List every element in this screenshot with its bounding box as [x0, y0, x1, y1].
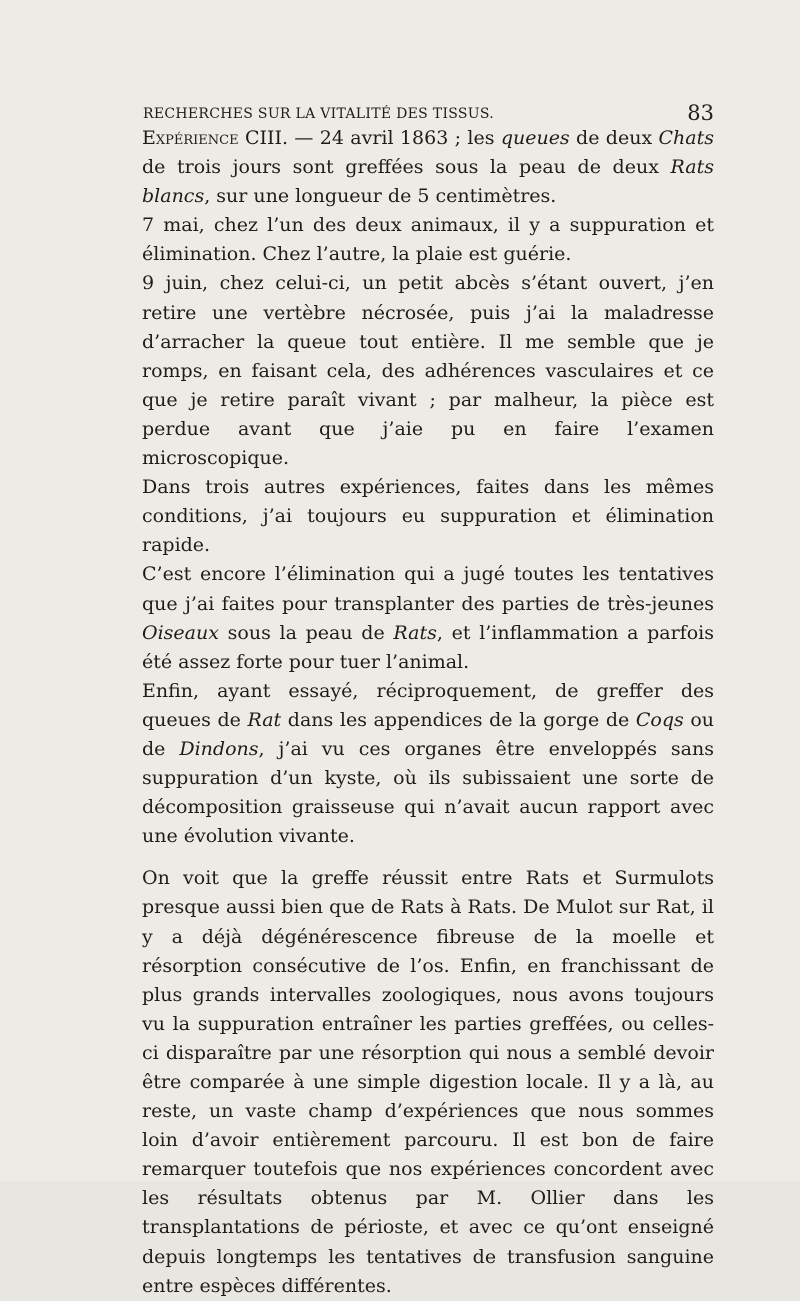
paragraph-7-mai: 7 mai, chez l’un des deux animaux, il y a suppuration et élimination. Chez l’autre, la plaie est guérie.	[142, 214, 714, 266]
body-text	[142, 124, 714, 1301]
paragraph-trois-experiences: Dans trois autres expériences, faites dans les mêmes conditions, j’ai toujours eu suppuration et élimination rapide.	[142, 476, 714, 557]
experience-label: Expérience	[142, 127, 239, 149]
paragraph-9-juin: 9 juin, chez celui-ci, un petit abcès s’étant ouvert, j’en retire une vertèbre nécrosée, puis j’ai la maladresse d’arracher la queue tout entière. Il me semble que je romps, en faisant cela, des adhérences vasculaires et ce que je retire paraît vivant ; par malheur, la pièce est perdue avant que j’aie pu en faire l’examen microscopique.	[142, 272, 714, 470]
paragraph-enfin: Enfin, ayant essayé, réciproquement, de greffer des queues de Rat dans les appendices de la gorge de Coqs ou de Dindons, j’ai vu ces organes être enveloppés sans suppuration d’un kyste, où ils subissaient une sorte de décomposition graisseuse qui n’avait aucun rapport avec une évolution vivante.	[142, 679, 715, 848]
page-number: 83	[687, 101, 714, 125]
running-header	[143, 102, 714, 126]
paragraph-conclusion: On voit que la greffe réussit entre Rats et Surmulots presque aussi bien que de Rats à Rats. De Mulot sur Rat, il y a déjà dégénérescence fibreuse de la moelle et résorption consécutive de l’os. Enfin, en franchissant de plus grands intervalles zoologiques, nous avons toujours vu la suppuration entraîner les parties greffées, ou celles-ci disparaître par une résorption qui nous a semblé devoir être comparée à une simple digestion locale. Il y a là, au reste, un vaste champ d’expériences que nous sommes loin d’avoir entièrement parcouru. Il est bon de faire remarquer toutefois que nos expériences concordent avec les résultats obtenus par M. Ollier dans les transplantations de périoste, et avec ce qu’ont enseigné depuis longtemps les tentatives de transfusion sanguine entre espèces différentes.	[142, 867, 714, 1297]
paragraph-elimination: C’est encore l’élimination qui a jugé toutes les tentatives que j’ai faites pour transplanter des parties de très-jeunes Oiseaux sous la peau de Rats, et l’inflammation a parfois été assez forte pour tuer l’animal.	[142, 563, 714, 673]
paragraph-experience: Expérience CIII. — 24 avril 1863 ; les queues de deux Chats de trois jours sont greffées sous la peau de deux Rats blancs, sur une longueur de 5 centimètres.	[142, 127, 715, 208]
running-title: RECHERCHES SUR LA VITALITÉ DES TISSUS.	[143, 106, 495, 122]
